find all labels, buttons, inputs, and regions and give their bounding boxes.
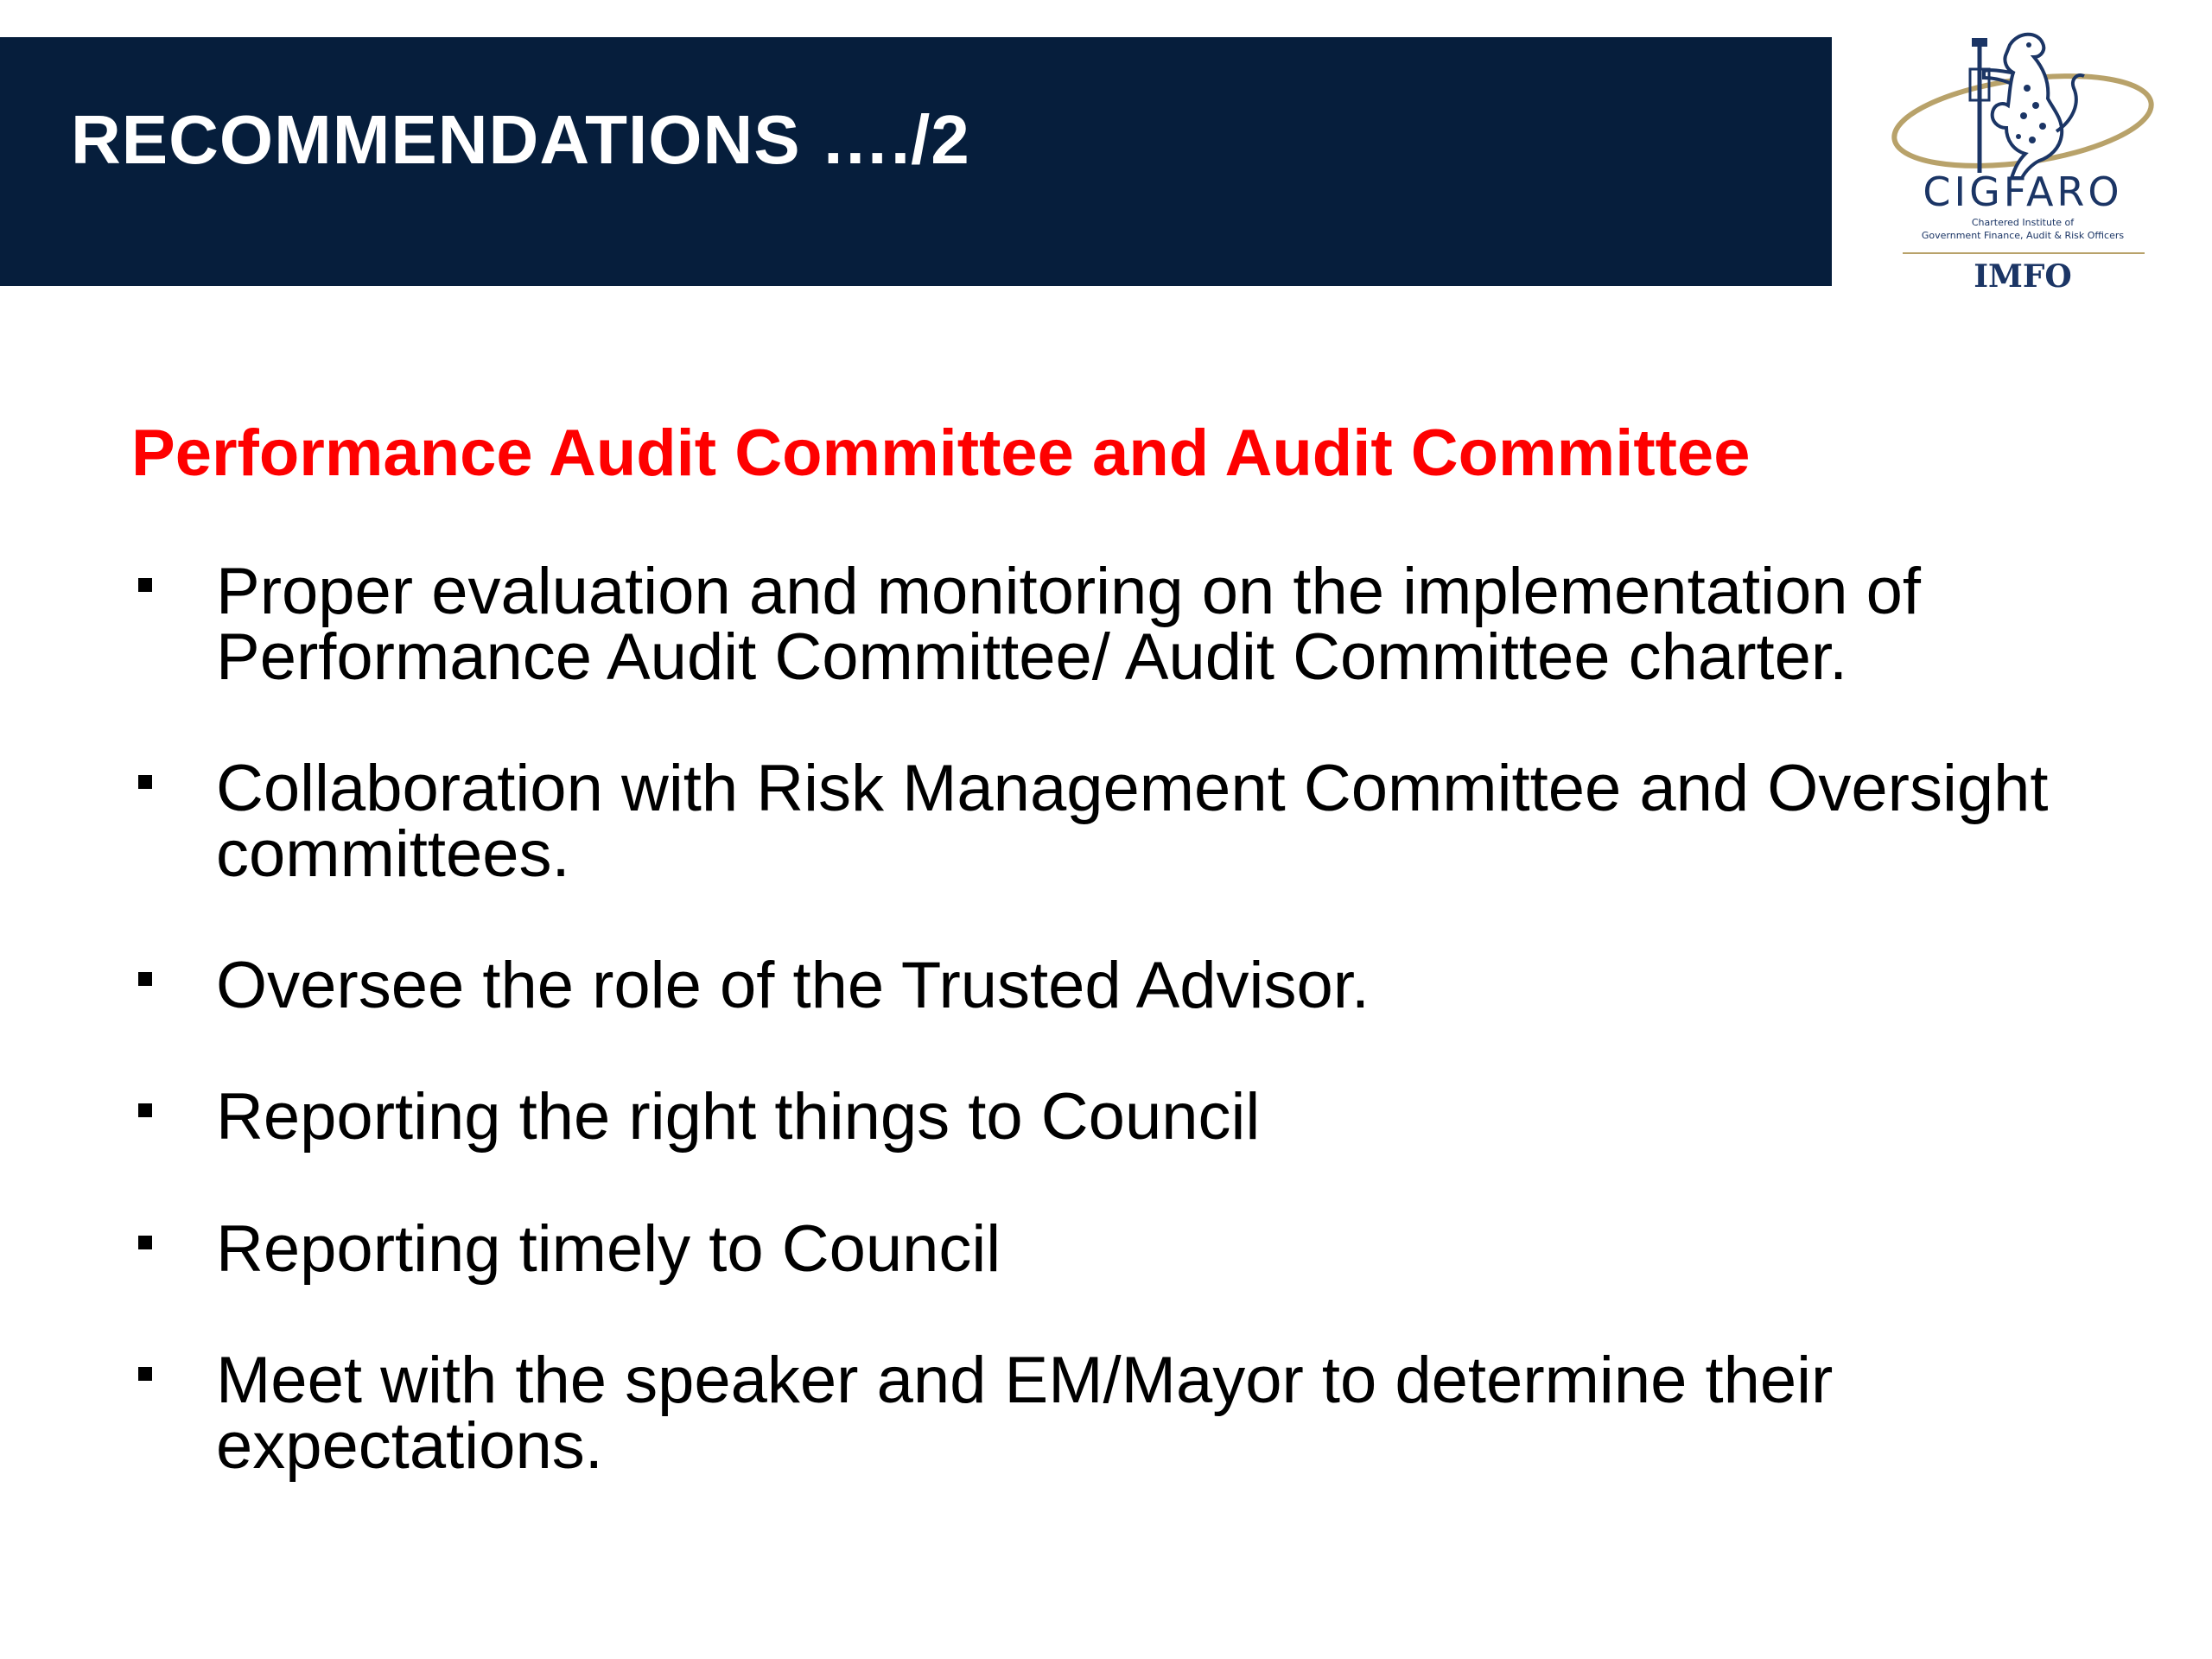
square-bullet-icon — [138, 1103, 152, 1117]
square-bullet-icon — [138, 578, 152, 592]
bullet-text: Proper evaluation and monitoring on the implementation of Performance Audit Committee/ Audit Committee charter. — [216, 555, 1921, 694]
slide-title: RECOMMENDATIONS …./2 — [71, 101, 970, 178]
logo-tagline: IMFO — [1974, 258, 2072, 295]
logo-name: CIGFARO — [1923, 168, 2123, 215]
logo-divider — [1903, 252, 2145, 254]
logo-subtitle: Chartered Institute of Government Finance, Audit & Risk Officers — [1921, 217, 2125, 241]
bullet-text: Meet with the speaker and EM/Mayor to determine their expectations. — [216, 1344, 1834, 1483]
bullet-text: Oversee the role of the Trusted Advisor. — [216, 949, 1370, 1022]
section-heading: Performance Audit Committee and Audit Committee — [131, 416, 1751, 490]
cigfaro-logo — [1880, 19, 2165, 304]
square-bullet-icon — [138, 1236, 152, 1249]
bullet-text: Reporting the right things to Council — [216, 1080, 1261, 1154]
bullet-text: Reporting timely to Council — [216, 1212, 1001, 1286]
square-bullet-icon — [138, 1367, 152, 1381]
leopard-emblem-icon — [1880, 19, 2165, 192]
square-bullet-icon — [138, 972, 152, 986]
bullet-text: Collaboration with Risk Management Committee and Oversight committees. — [216, 752, 2049, 891]
square-bullet-icon — [138, 775, 152, 789]
